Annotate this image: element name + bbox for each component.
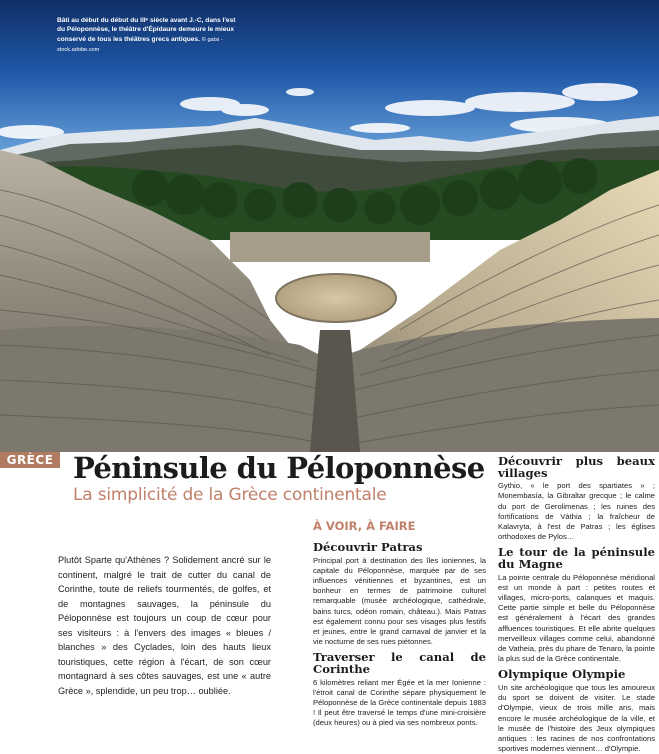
article-heading-patras: Découvrir Patras <box>313 540 423 554</box>
article-body-olympie: Un site archéologique que tous les amoureux du sport se doivent de visiter. Le stade d'Olympie, vieux de trois mille ans, mais encore le musée archéologique de la ville, et le musée de l'histoire des Jeux olympiques antiques : les racines de nos confrontations sportives modernes viennent… d'Olympie. <box>498 683 655 754</box>
article-title: Péninsule du Péloponnèse <box>73 451 485 485</box>
column-middle <box>313 519 486 729</box>
section-label: À VOIR, À FAIRE <box>313 519 416 533</box>
article-heading-magne: Le tour de la péninsule du Magne <box>498 545 655 571</box>
photo-credit: © gatsi - stock.adobe.com <box>57 36 223 53</box>
article-body-patras: Principal port à destination des îles ioniennes, la capitale du Péloponnèse, marquée par de ses influences vénitiennes et byzantines, est un bonheur en termes de patrimoine culturel remarquable (musée archéologique, cathédrale, bains turcs, odéon romain, château.). Mais Patras est également connu pour ses visages plus festifs et jeunes, entre le grand carnaval de janvier et la vie nocturne de ses rues piétonnes. <box>313 555 486 647</box>
column-right <box>498 456 655 754</box>
article-body-corinthe: 6 kilomètres reliant mer Égée et la mer Ionienne : l'étroit canal de Corinthe sépare physiquement le Péloponnèse de la Grèce continentale depuis 1883 ! Il peut être traversé le temps d'une mini-croisière (deux heures) ou à pied via ses nombreux ponts. <box>313 677 486 728</box>
article-subtitle: La simplicité de la Grèce continentale <box>73 485 387 505</box>
article-body-villages: Gythio, « le port des spartiates » ; Monembasía, la Gibraltar grecque ; le calme du port de Gerolimenas ; les ruines des fortifications de Vàthia ; la fraîcheur de Kalavryta, à l'est de Patras ; les églises orthodoxes de Pylos… <box>498 481 655 542</box>
article-heading-villages: Découvrir plus beaux villages <box>498 454 655 480</box>
intro-paragraph: Plutôt Sparte qu'Athènes ? Solidement ancré sur le continent, malgré le trait de cutter du canal de Corinthe, toute de reliefs tourmentés, de golfes, et de montagnes sauvages, la péninsule du Péloponnèse est toujours un coup de cœur pour ses visiteurs : à l'envers des images « bleues / blanches » des Cyclades, loin des hauts lieux touristiques, cette région à l'écart, de son cœur montagnard à ses côtes sauvages, est une « autre Grèce », splendide, un peu trop… oubliée. <box>58 555 271 696</box>
photo-caption-text: Bâti au début du début du IIIᵉ siècle avant J.-C, dans l'est du Péloponnèse, le théâtre d'Épidaure demeure le mieux conservé de tous les théâtres grecs antiques. <box>57 17 236 43</box>
photo-caption <box>57 16 237 55</box>
article-heading-corinthe: Traverser le canal de Corinthe <box>313 650 486 677</box>
article-body-magne: La pointe centrale du Péloponnèse méridional est un monde à part : petites routes et villages, micro-ports, calanques et maquis. Cette partie simple et belle du Péloponnèse est généralement à l'écart des grandes affluences touristiques. Et elle abrite quelques merveilleux villages comme celui, abandonné de Vatheia, près du phare de Tenaro, la pointe la plus sud de la Grèce continentale. <box>498 572 655 664</box>
article-heading-olympie: Olympique Olympie <box>498 667 626 682</box>
country-badge: GRÈCE <box>0 452 60 468</box>
